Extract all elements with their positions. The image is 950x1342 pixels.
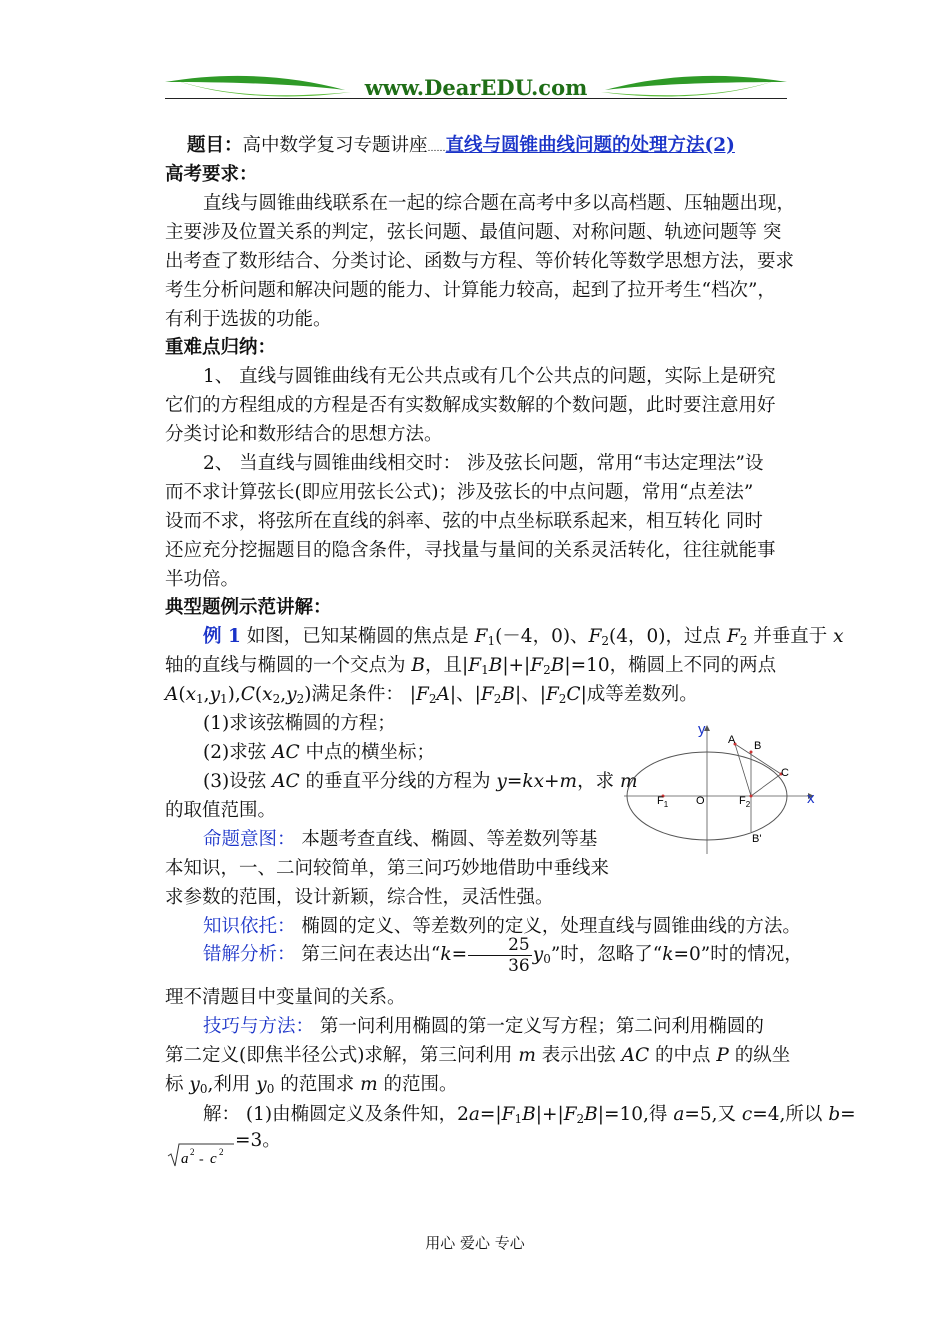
svg-text:a: a: [181, 1151, 189, 1167]
point2-line-2: 而不求计算弦长(即应用弦长公式)；涉及弦长的中点问题，常用“点差法”: [165, 482, 754, 503]
label-c: C: [781, 767, 789, 779]
title-line: 题目：高中数学复习专题讲座……直线与圆锥曲线问题的处理方法(2): [187, 135, 735, 156]
req-line-3: 出考查了数形结合、分类讨论、函数与方程、等价转化等数学思想方法，要求: [165, 251, 795, 272]
intent-line-3: 求参数的范围，设计新颖，综合性，灵活性强。: [165, 887, 554, 908]
heading-difficulty: 重难点归纳：: [165, 337, 277, 358]
req-line-4: 考生分析问题和解决问题的能力、计算能力较高，起到了拉开考生“档次”，: [165, 280, 776, 301]
title-dots: ……: [427, 144, 446, 154]
point2-line-5: 半功倍。: [165, 569, 240, 590]
point-f2: [750, 795, 753, 798]
svg-text:2: 2: [219, 1147, 224, 1157]
point2-line-3: 设而不求，将弦所在直线的斜率、弦的中点坐标联系起来，相互转化 同时: [165, 511, 763, 532]
point1-line-2: 它们的方程组成的方程是否有实数解成实数解的个数问题，此时要注意用好: [165, 395, 776, 416]
example-line-1: 例 1 如图，已知某椭圆的焦点是 $F_1(-4$，0)、$F_2(4$，0)，过点 $F_2$ 并垂直于 x: [203, 626, 844, 648]
svg-text:c: c: [210, 1151, 217, 1167]
site-name: www.DearEDU.com: [364, 75, 588, 100]
chord-f2-c: [751, 774, 781, 796]
label-f1: $F_1$: [657, 795, 669, 809]
footer-slogan: 用心 爱心 专心: [425, 1234, 525, 1252]
heading-requirements: 高考要求：: [165, 164, 258, 185]
point1-line-3: 分类讨论和数形结合的思想方法。: [165, 424, 443, 445]
error-line: 错解分析： 第三问在表达出“k= $\frac{25}{36}$ $y_0$”时，忽略了“k=0”时的情况，: [203, 934, 803, 976]
question-3-cont: 的取值范围。: [165, 800, 277, 821]
req-line-5: 有利于选拔的功能。: [165, 309, 332, 330]
skill-line-1: 技巧与方法： 第一问利用椭圆的第一定义写方程；第二问利用椭圆的: [203, 1016, 764, 1037]
label-o: O: [696, 795, 705, 807]
basis-line: 知识依托： 椭圆的定义、等差数列的定义，处理直线与圆锥曲线的方法。: [203, 916, 801, 937]
req-line-2: 主要涉及位置关系的判定，弦长问题、最值问题、对称问题、轨迹问题等 突: [165, 222, 782, 243]
title-label: 题目: [187, 135, 225, 156]
skill-line-2: 第二定义(即焦半径公式)求解，第三问利用 m 表示出弦 AC 的中点 P 的纵坐: [165, 1045, 791, 1066]
example-line-3: $A(x_1,y_1),C(x_2,y_2)$满足条件： $|F_2A|$、$|F_2B|$、$|F_2C|$成等差数列。: [165, 684, 698, 706]
question-1: (1)求该弦椭圆的方程；: [203, 713, 396, 734]
heading-examples: 典型题例示范讲解：: [165, 597, 332, 618]
error-label: 错解分析：: [203, 944, 296, 965]
label-f2: $F_2$: [739, 795, 751, 809]
leaf-swoosh-right: [605, 76, 787, 90]
header-rule: [165, 98, 787, 99]
solution-result: =3。: [235, 1130, 281, 1151]
error-line-2: 理不清题目中变量间的关系。: [165, 987, 406, 1008]
svg-text:2: 2: [190, 1147, 195, 1157]
fraction-25-36: $\frac{25}{36}$: [468, 935, 532, 976]
label-y: y: [698, 721, 706, 738]
req-line-1: 直线与圆锥曲线联系在一起的综合题在高考中多以高档题、压轴题出现，: [203, 193, 796, 214]
svg-text:-: -: [199, 1152, 204, 1167]
title-text: 高中数学复习专题讲座: [242, 135, 428, 156]
label-a: A: [728, 734, 736, 746]
basis-label: 知识依托：: [203, 916, 296, 937]
example-line-2: 轴的直线与椭圆的一个交点为 B，且$|F_1B|+|F_2B|=10$，椭圆上不同的两点: [165, 655, 777, 677]
label-bprime: B': [752, 833, 762, 845]
point-b: [750, 751, 753, 754]
intent-label: 命题意图：: [203, 829, 296, 850]
sqrt-a2-c2: [166, 1138, 236, 1170]
solution-line-1: 解： (1)由椭圆定义及条件知，$2a=|F_1B|+|F_2B|=10$,得 a=5,又 c=4,所以 b=: [203, 1104, 856, 1126]
point2-line-4: 还应充分挖掘题目的隐含条件，寻找量与量间的关系灵活转化，往往就能事: [165, 540, 776, 561]
title-topic[interactable]: 直线与圆锥曲线问题的处理方法(2): [445, 135, 735, 156]
chord-f2-a: [735, 744, 751, 796]
question-2: (2)求弦 AC 中点的横坐标；: [203, 742, 436, 763]
intent-line-1: 命题意图： 本题考查直线、椭圆、等差数列等基: [203, 829, 598, 850]
leaf-swoosh-left: [165, 76, 345, 90]
skill-label: 技巧与方法：: [203, 1016, 315, 1037]
example-label: 例 1: [203, 626, 241, 647]
label-x: x: [807, 790, 815, 807]
skill-line-3: 标 $y_0$,利用 $y_0$ 的范围求 m 的范围。: [165, 1074, 458, 1096]
question-3: (3)设弦 AC 的垂直平分线的方程为 y=kx+m，求 m: [203, 771, 638, 792]
point1-line-1: 1、 直线与圆锥曲线有无公共点或有几个公共点的问题，实际上是研究: [203, 366, 776, 387]
point2-line-1: 2、 当直线与圆锥曲线相交时： 涉及弦长问题，常用“韦达定理法”设: [203, 453, 764, 474]
label-b: B: [754, 740, 762, 752]
intent-line-2: 本知识，一、二问较简单，第三问巧妙地借助中垂线来: [165, 858, 610, 879]
